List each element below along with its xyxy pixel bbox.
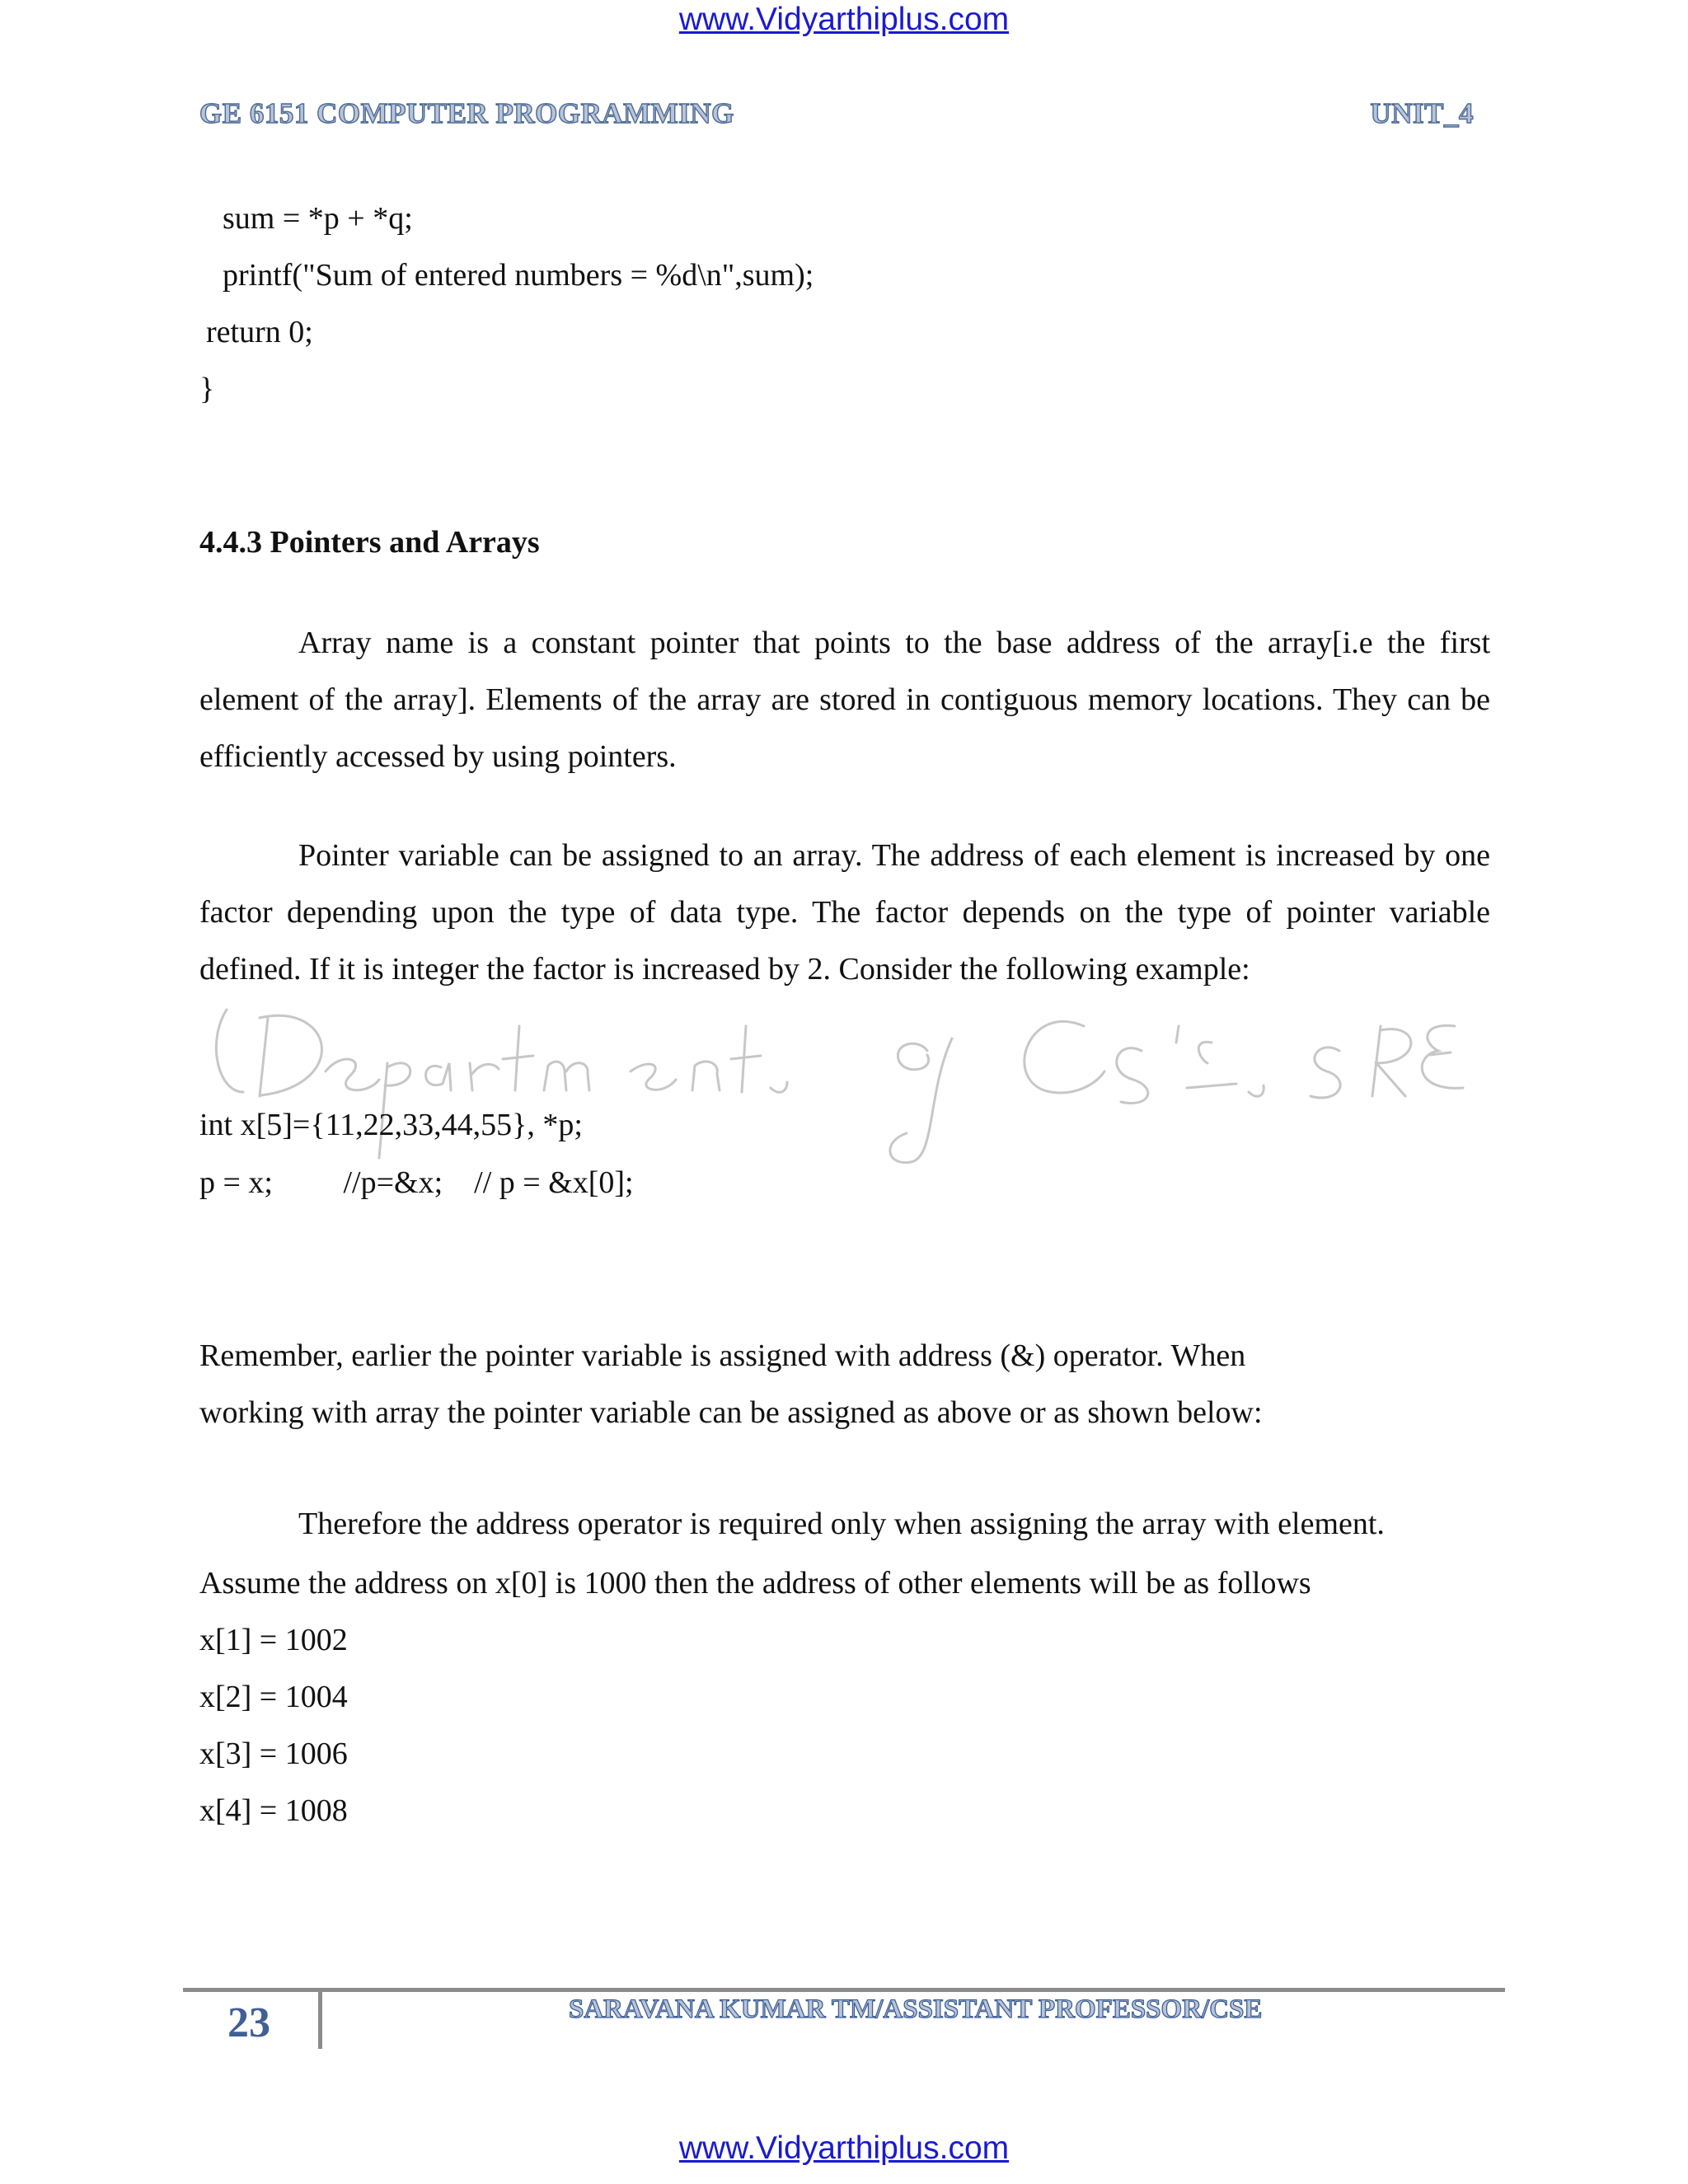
remember-line: Remember, earlier the pointer variable is assigned with address (&) operator. When [199,1338,1246,1373]
unit-label-header: UNIT_4 [1370,97,1474,129]
code-line: return 0; [206,315,313,349]
address-line: x[4] = 1008 [199,1793,348,1828]
remember-line: working with array the pointer variable can be assigned as above or as shown below: [199,1395,1263,1430]
address-line: x[2] = 1004 [199,1680,348,1714]
page-number: 23 [227,1999,270,2046]
footer-divider [318,1991,322,2049]
paragraph-array-name: Array name is a constant pointer that points to the base address of the array[i.e the first element of the array]. Elements of the array are stored in contiguous memory locations. They can be efficiently accessed by using pointers. [199,626,1490,774]
code-line: printf("Sum of entered numbers = %d\n",sum); [223,258,814,293]
code-line: sum = *p + *q; [223,201,413,236]
address-line: x[1] = 1002 [199,1623,348,1657]
course-title-header: GE 6151 COMPUTER PROGRAMMING [199,97,734,129]
code-line: } [199,372,215,406]
site-link-top[interactable]: www.Vidyarthiplus.com [678,2,1010,37]
code-example-line: int x[5]={11,22,33,44,55}, *p; [199,1108,583,1142]
department-watermark [210,993,1479,1174]
code-example-line: p = x; //p=&x; // p = &x[0]; [199,1165,634,1200]
author-credit: SARAVANA KUMAR TM/ASSISTANT PROFESSOR/CSE [569,1994,1263,2024]
paragraph-therefore: Therefore the address operator is required only when assigning the array with element. [298,1507,1385,1541]
site-link-bottom[interactable]: www.Vidyarthiplus.com [678,2130,1010,2166]
paragraph-pointer-variable: Pointer variable can be assigned to an array. The address of each element is increased by one factor depending upon the type of data type. The factor depends on the type of pointer variable defined. If it is integer the factor is increased by 2. Consider the following example: [199,838,1490,987]
footer-rule [183,1988,1505,1992]
assume-line: Assume the address on x[0] is 1000 then the address of other elements will be as follows [199,1566,1311,1601]
section-heading: 4.4.3 Pointers and Arrays [199,525,540,560]
address-line: x[3] = 1006 [199,1736,348,1771]
